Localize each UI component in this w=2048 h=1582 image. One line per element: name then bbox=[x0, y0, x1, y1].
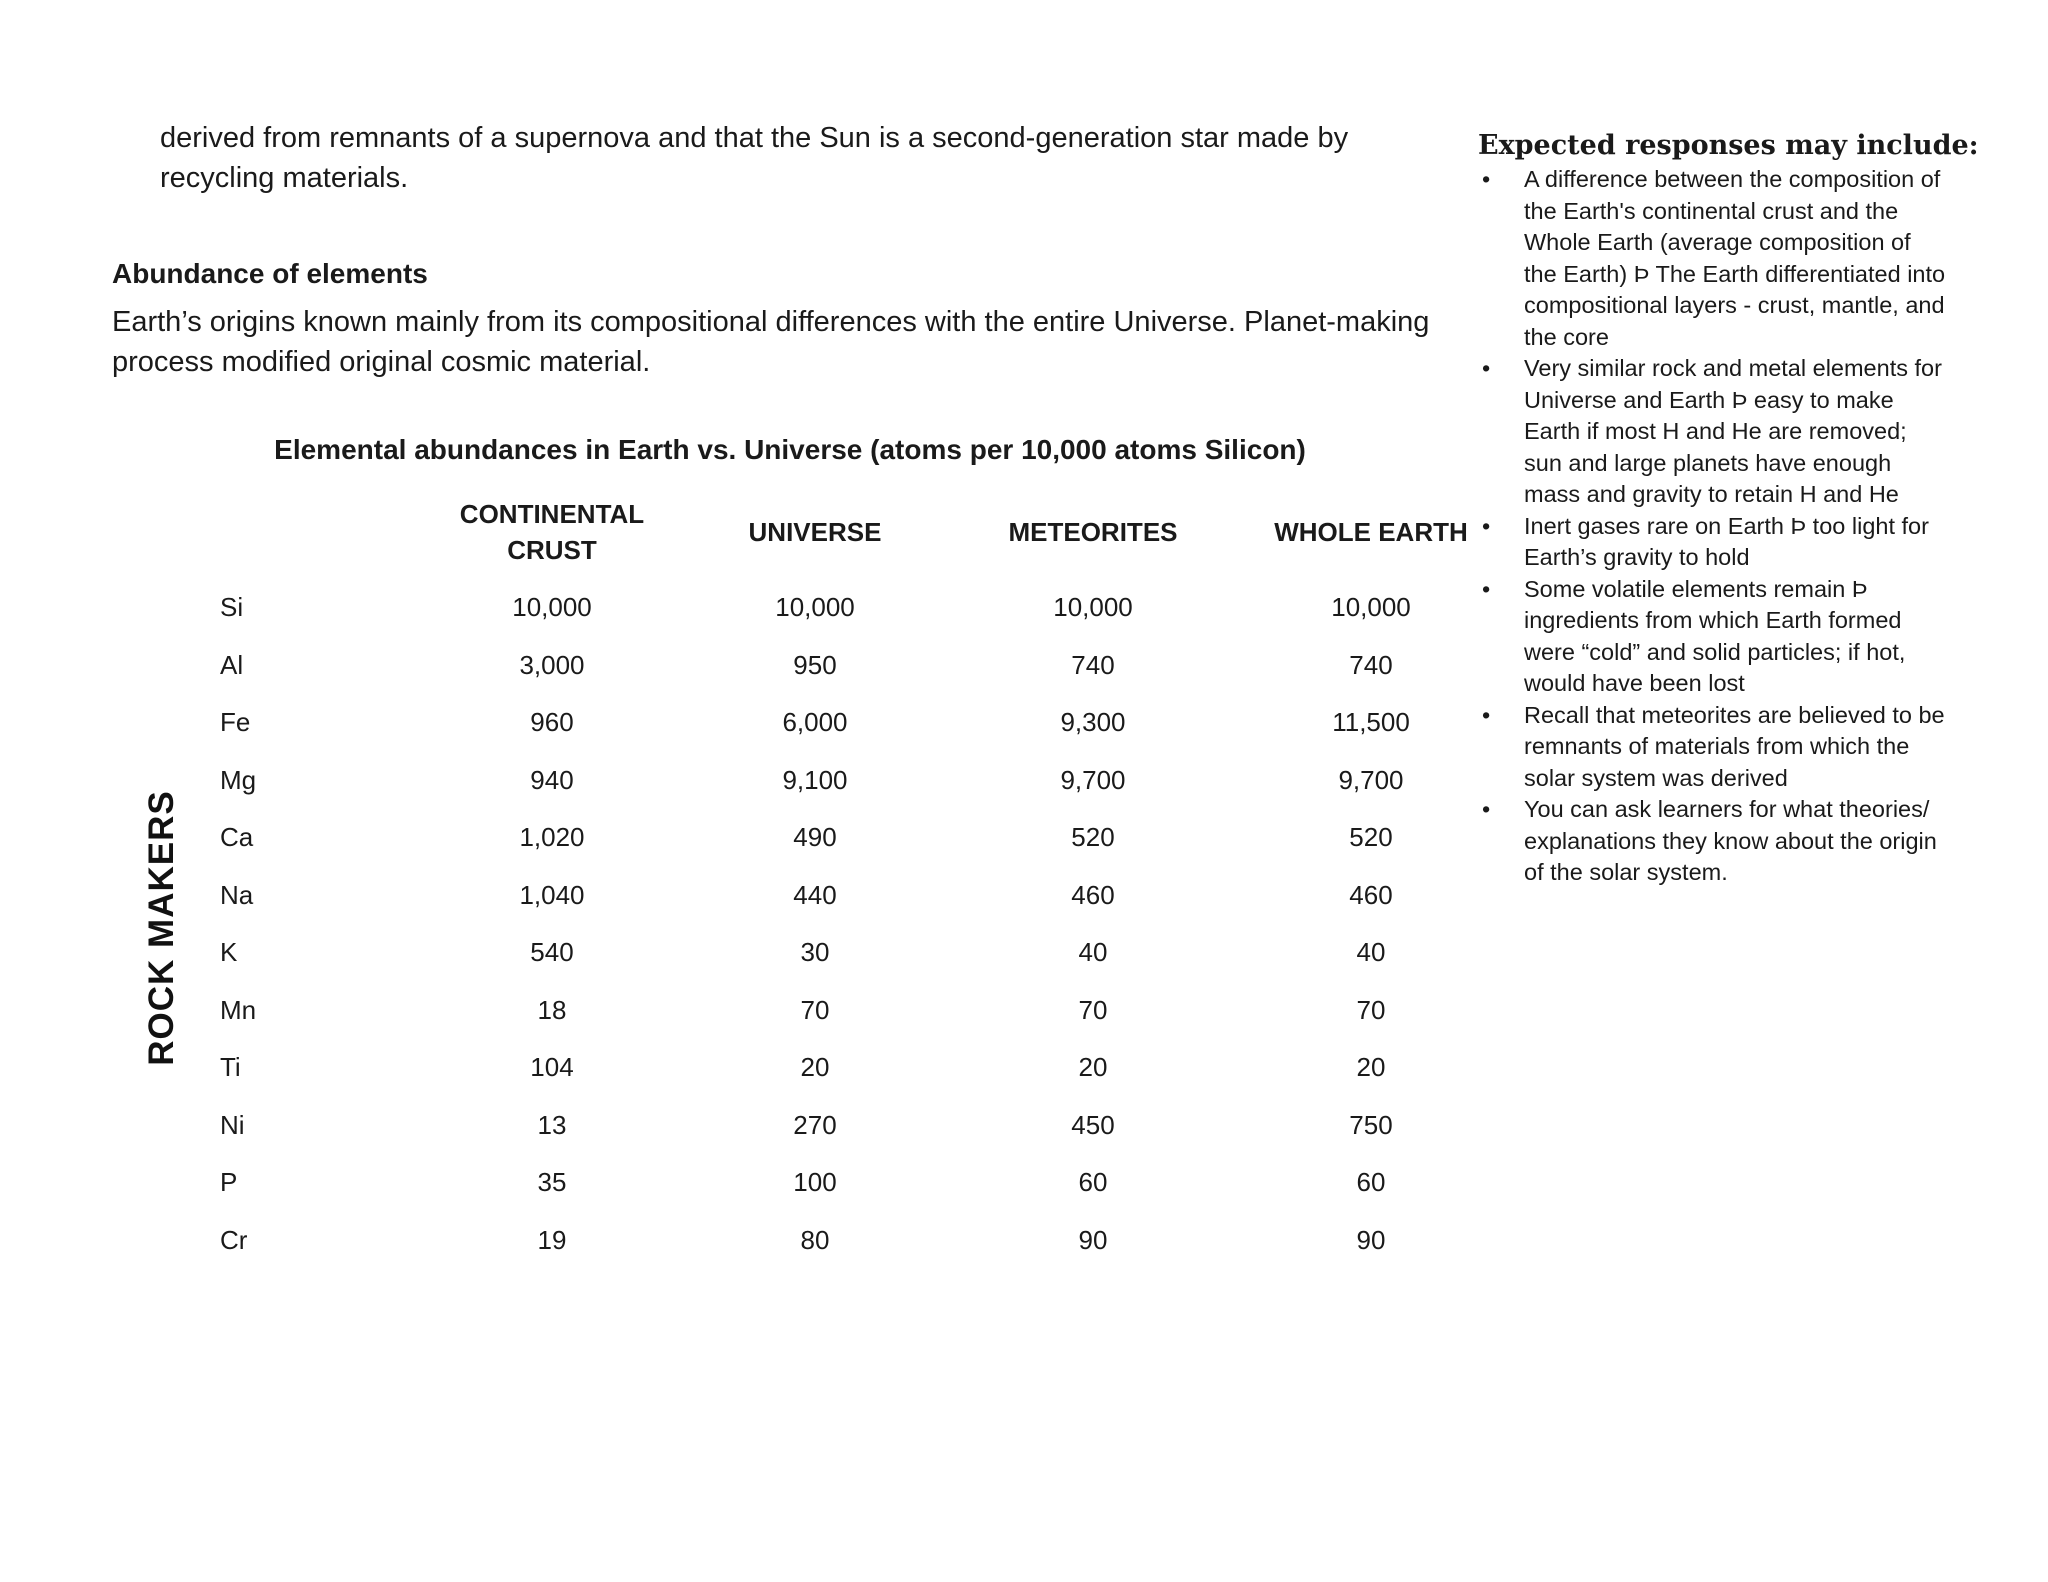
meteorites-cell: 740 bbox=[1071, 649, 1115, 680]
continental-crust-cell: 10,000 bbox=[512, 592, 592, 623]
whole-earth-header: WHOLE EARTH bbox=[1274, 517, 1468, 547]
table-body bbox=[200, 579, 1510, 1269]
element-cell: Ca bbox=[220, 822, 254, 853]
bullet-icon: • bbox=[1482, 512, 1491, 539]
whole-earth-cell: 740 bbox=[1349, 649, 1393, 680]
element-cell: Cr bbox=[220, 1224, 248, 1255]
meteorites-cell: 60 bbox=[1078, 1167, 1108, 1198]
universe-cell: 70 bbox=[800, 994, 830, 1025]
meteorites-cell: 10,000 bbox=[1053, 592, 1133, 623]
list-item-text: A difference between the composition of the Earth's continental crust and the Whole Earth (average composition of the Earth) Þ The Earth differentiated into compositional layers - crust, mantle, and the core bbox=[1524, 166, 1946, 350]
table-row bbox=[200, 1039, 1510, 1097]
bullet-icon: • bbox=[1482, 166, 1491, 192]
meteorites-cell: 9,700 bbox=[1060, 764, 1126, 795]
list-item bbox=[1478, 700, 1948, 795]
universe-cell: 10,000 bbox=[775, 592, 855, 623]
universe-cell: 20 bbox=[800, 1052, 830, 1083]
list-item-text: Recall that meteorites are believed to be remnants of materials from which the solar system was derived bbox=[1524, 701, 1945, 791]
list-item-text: Very similar rock and metal elements for Universe and Earth Þ easy to make Earth if most H and He are removed; sun and large planets have enough mass and gravity to retain H and He bbox=[1524, 355, 1942, 507]
list-item bbox=[1478, 353, 1948, 511]
universe-cell: 270 bbox=[793, 1109, 837, 1140]
rock-makers-label: ROCK MAKERS bbox=[142, 790, 181, 1066]
element-cell: Ti bbox=[220, 1052, 241, 1083]
table-row bbox=[200, 982, 1510, 1040]
whole-earth-cell: 750 bbox=[1349, 1109, 1393, 1140]
universe-cell: 80 bbox=[800, 1224, 830, 1255]
list-item-text: Some volatile elements remain Þ ingredients from which Earth formed were “cold” and solid particles; if hot, would have been lost bbox=[1524, 575, 1906, 696]
intro-paragraph: derived from remnants of a supernova and that the Sun is a second-generation star made by recycling materials. bbox=[160, 122, 1349, 194]
continental-crust-cell: 18 bbox=[537, 994, 567, 1025]
element-cell: Mg bbox=[220, 764, 257, 795]
universe-header: UNIVERSE bbox=[748, 517, 882, 547]
list-item bbox=[1478, 511, 1948, 574]
continental-crust-cell: 940 bbox=[530, 764, 574, 795]
continental-crust-cell: 35 bbox=[537, 1167, 567, 1198]
meteorites-cell: 90 bbox=[1078, 1224, 1108, 1255]
universe-cell: 100 bbox=[793, 1167, 837, 1198]
element-cell: Si bbox=[220, 592, 244, 623]
universe-cell: 950 bbox=[793, 649, 837, 680]
meteorites-cell: 520 bbox=[1071, 822, 1115, 853]
section-heading: Abundance of elements bbox=[112, 258, 428, 289]
element-cell: Ni bbox=[220, 1109, 245, 1140]
abundance-table bbox=[200, 485, 1510, 1269]
meteorites-cell: 450 bbox=[1071, 1109, 1115, 1140]
continental-crust-cell: 960 bbox=[530, 707, 574, 738]
list-item-text: Inert gases rare on Earth Þ too light for Earth’s gravity to hold bbox=[1524, 512, 1929, 570]
continental-crust-cell: 1,020 bbox=[519, 822, 585, 853]
list-item bbox=[1478, 574, 1948, 700]
whole-earth-cell: 9,700 bbox=[1338, 764, 1404, 795]
bullet-icon: • bbox=[1482, 701, 1491, 728]
element-cell: Na bbox=[220, 879, 254, 910]
continental-crust-header: CONTINENTAL CRUST bbox=[459, 499, 645, 565]
element-cell: Fe bbox=[220, 707, 251, 738]
list-item-text: You can ask learners for what theories/ explanations they know about the origin of the solar system. bbox=[1524, 796, 1937, 885]
table-row bbox=[200, 867, 1510, 925]
continental-crust-cell: 19 bbox=[537, 1224, 567, 1255]
sidebar-list bbox=[1478, 164, 1948, 889]
meteorites-header: METEORITES bbox=[1008, 517, 1178, 547]
element-cell: K bbox=[220, 937, 238, 968]
table-header-row bbox=[200, 485, 1510, 579]
whole-earth-cell: 70 bbox=[1356, 994, 1386, 1025]
table-row bbox=[200, 579, 1510, 637]
element-header bbox=[200, 485, 428, 579]
continental-crust-cell: 104 bbox=[530, 1052, 574, 1083]
meteorites-cell: 460 bbox=[1071, 879, 1115, 910]
section-body: Earth’s origins known mainly from its compositional differences with the entire Universe. Planet-making process modified original cosmic material. bbox=[112, 306, 1430, 378]
universe-cell: 6,000 bbox=[782, 707, 848, 738]
sidebar-heading: Expected responses may include: bbox=[1478, 130, 1979, 161]
continental-crust-cell: 540 bbox=[530, 937, 574, 968]
table-row bbox=[200, 1212, 1510, 1270]
continental-crust-cell: 3,000 bbox=[519, 649, 585, 680]
whole-earth-cell: 20 bbox=[1356, 1052, 1386, 1083]
meteorites-cell: 40 bbox=[1078, 937, 1108, 968]
whole-earth-cell: 40 bbox=[1356, 937, 1386, 968]
universe-cell: 9,100 bbox=[782, 764, 848, 795]
table-title: Elemental abundances in Earth vs. Universe (atoms per 10,000 atoms Silicon) bbox=[274, 434, 1306, 465]
universe-cell: 440 bbox=[793, 879, 837, 910]
table-row bbox=[200, 1154, 1510, 1212]
whole-earth-cell: 90 bbox=[1356, 1224, 1386, 1255]
table-row bbox=[200, 924, 1510, 982]
universe-cell: 30 bbox=[800, 937, 830, 968]
whole-earth-cell: 60 bbox=[1356, 1167, 1386, 1198]
universe-cell: 490 bbox=[793, 822, 837, 853]
whole-earth-cell: 520 bbox=[1349, 822, 1393, 853]
table-row bbox=[200, 637, 1510, 695]
whole-earth-cell: 11,500 bbox=[1332, 707, 1410, 738]
meteorites-cell: 70 bbox=[1078, 994, 1108, 1025]
whole-earth-cell: 10,000 bbox=[1331, 592, 1411, 623]
continental-crust-cell: 13 bbox=[537, 1109, 567, 1140]
continental-crust-cell: 1,040 bbox=[519, 879, 585, 910]
meteorites-cell: 20 bbox=[1078, 1052, 1108, 1083]
bullet-icon: • bbox=[1482, 575, 1491, 602]
table-row bbox=[200, 809, 1510, 867]
table-row bbox=[200, 1097, 1510, 1155]
table-row bbox=[200, 694, 1510, 752]
meteorites-cell: 9,300 bbox=[1060, 707, 1126, 738]
table-row bbox=[200, 752, 1510, 810]
element-cell: Al bbox=[220, 649, 244, 680]
whole-earth-cell: 460 bbox=[1349, 879, 1393, 910]
element-cell: Mn bbox=[220, 994, 257, 1025]
bullet-icon: • bbox=[1482, 796, 1491, 822]
list-item bbox=[1478, 164, 1948, 353]
list-item bbox=[1478, 794, 1948, 889]
bullet-icon: • bbox=[1482, 355, 1491, 381]
element-cell: P bbox=[220, 1167, 238, 1198]
